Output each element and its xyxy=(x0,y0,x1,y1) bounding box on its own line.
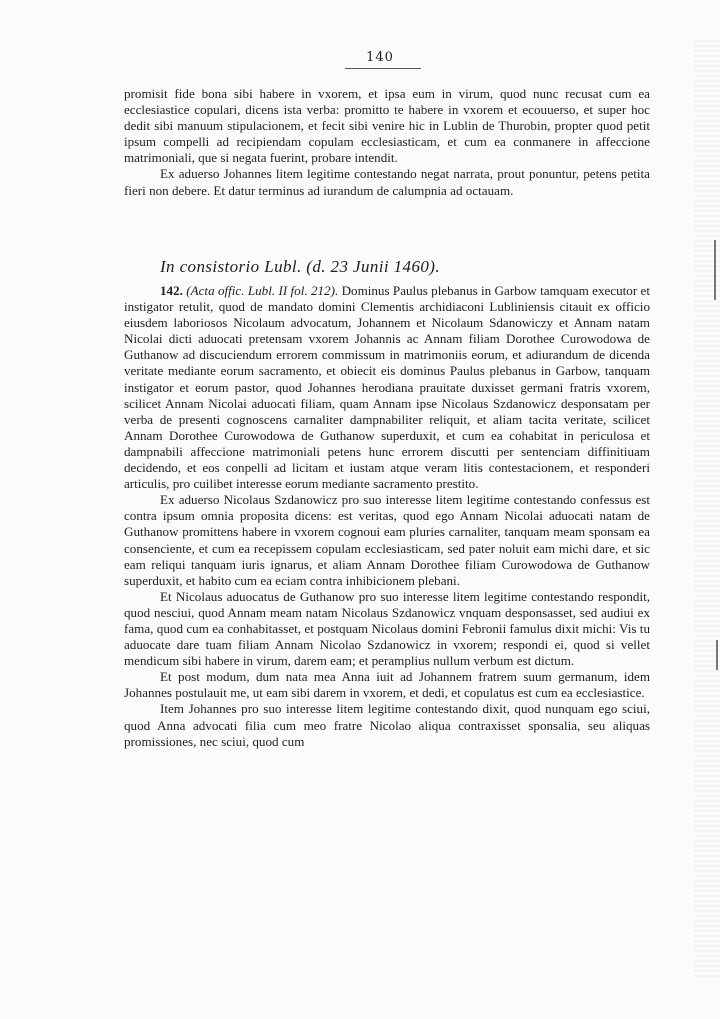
entry-text-block xyxy=(124,283,650,750)
entry-source: (Acta offic. Lubl. II fol. 212). xyxy=(186,283,339,298)
entry-text: Dominus Paulus plebanus in Garbow tamquam executor et instigator retulit, quod de mandato domini Clementis archidiaconi Lubliniensis citauit ex officio eiusdem laboriosos Nicolaum advocatum, Johannem et Nicolaum Sdanowiczy et Annam natam Nicolai dicti aduocati pretensam vxorem Johannis ac Annam filiam Dorothee Curowodowa de Guthanow ad discuciendum errorem commissum in matrimoniis eorum, et adiurandum de dicenda veritate mediante eorum sacramento, et obiecit eis dominus Paulus plebanus in Garbow, tanquam instigator et eorum pastor, quod Johannes herodiana prauitate duxisset germani fratris vxorem, scilicet Annam Nicolai aduocati filiam, quam Annam ipse Nicolaus Szdanowicz desponsatam per verba de presenti cognoscens carnaliter dampnabiliter reliquit, et aliam tacita veritate, scilicet Annam Dorothee Curowodowa de Guthanow superduxit, et cum ea cohabitat in periculosa et dampnabili affeccione matrimoniali petens hunc errorem discutti per sentenciam diffinitiuam decidendo, et eos conpelli ad licitam et iustam atque veram litis contestacionem, et responderi articulis, pro cuilibet interesse eorum mediante sacramento prestito. xyxy=(124,283,650,492)
paragraph-response: Ex aduerso Johannes litem legitime contestando negat narrata, prout ponuntur, petens petita fieri non debere. Et datur terminus ad iurandum de calumpnia ad octauam. xyxy=(124,166,650,198)
page-number: 140 xyxy=(366,50,394,65)
paragraph-johannes: Item Johannes pro suo interesse litem legitime contestando dixit, quod nunquam ego sciui, quod Anna advocati filia cum meo fratre Nicolao aliqua contraxisset sponsalia, seu aliquas promissiones, nec sciui, quod cum xyxy=(124,701,650,749)
section-heading: In consistorio Lubl. (d. 23 Junii 1460). xyxy=(160,257,440,276)
paragraph-post-modum: Et post modum, dum nata mea Anna iuit ad Johannem fratrem suum germanum, idem Johannes postulauit me, ut eam sibi darem in vxorem, et dedi, et copulatus est cum ea ecclesiastice. xyxy=(124,669,650,701)
scan-edge-mark xyxy=(714,240,716,300)
entry-142 xyxy=(124,283,650,492)
entry-number: 142. xyxy=(160,283,183,298)
page-number-rule xyxy=(345,68,421,69)
paragraph-nicolaus-szdanowicz: Ex aduerso Nicolaus Szdanowicz pro suo interesse litem legitime contestando confessus est contra ipsum omnia proposita dicens: est veritas, quod ego Annam Nicolai aduocati natam de Guthanow promittens habere in vxorem cognoui eam pluries carnaliter, tanquam meam sponsam ea consenciente, et cum ea recepissem copulam ecclesiasticam, sed pater noluit eam michi dare, et sic eam reliqui tanquam iuris ignarus, et aliam Annam Dorothee filiam Curowodowa de Guthanow superduxit, et habito cum ea eciam contra inhibicionem plebani. xyxy=(124,492,650,588)
paragraph-continued: promisit fide bona sibi habere in vxorem, et ipsa eum in virum, quod nunc recusat cum ea ecclesiastice copulari, dicens ista verba: promitto te habere in vxorem et ecouuerso, et super hoc dedit sibi manuum stipulacionem, et fecit sibi venire hic in Lublin de Thurobin, propter quod petit ipsum compelli ad recipiendam copulam ecclesiasticam, et cum ea conmanere in affeccione matrimoniali, que si negata fuerint, probare intendit. xyxy=(124,86,650,166)
top-text-block xyxy=(124,86,650,199)
scan-edge-mark xyxy=(716,640,718,670)
paragraph-nicolaus-aduocatus: Et Nicolaus aduocatus de Guthanow pro suo interesse litem legitime contestando respondit, quod nesciui, quod Annam meam natam Nicolaus Szdanowicz vnquam desponsasset, sed audiui ex fama, quod cum ea conhabitasset, et postquam Nicolaus domini Febronii famulus dixit michi: Vis tu aduocate dare tuam filiam Annam Nicolao Szdanowicz in vxorem; respondi ei, quod si vellet mendicum sibi habere in virum, darem eam; et peramplius nullum verbum est dictum. xyxy=(124,588,650,669)
scan-edge-texture xyxy=(694,40,720,980)
